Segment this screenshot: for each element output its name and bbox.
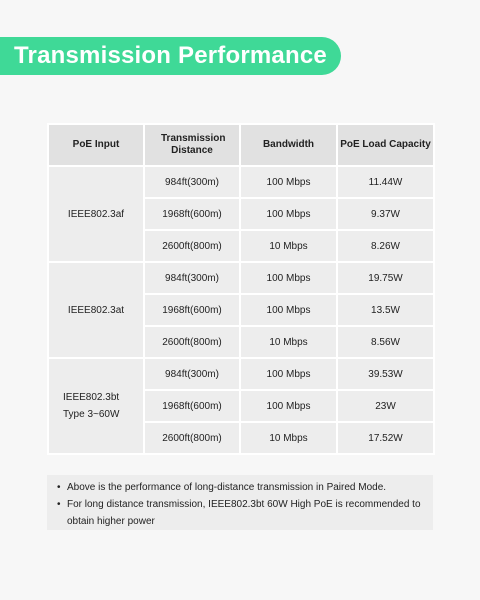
bandwidth-cell: 100 Mbps (240, 198, 337, 230)
bandwidth-cell: 100 Mbps (240, 390, 337, 422)
column-header-transmission-distance (144, 124, 240, 166)
bullet-icon: • (57, 482, 61, 493)
column-header-poe-input: PoE Input (48, 124, 144, 166)
page-title: Transmission Performance (14, 42, 327, 69)
capacity-cell: 13.5W (337, 294, 434, 326)
capacity-cell: 9.37W (337, 198, 434, 230)
distance-cell: 1968ft(600m) (144, 198, 240, 230)
distance-cell: 1968ft(600m) (144, 294, 240, 326)
column-header-bandwidth: Bandwidth (240, 124, 337, 166)
distance-cell: 984ft(300m) (144, 262, 240, 294)
distance-cell: 984ft(300m) (144, 166, 240, 198)
bandwidth-cell: 10 Mbps (240, 422, 337, 454)
distance-cell: 984ft(300m) (144, 358, 240, 390)
capacity-cell: 8.26W (337, 230, 434, 262)
distance-cell: 2600ft(800m) (144, 326, 240, 358)
table-row (48, 262, 434, 294)
capacity-cell: 23W (337, 390, 434, 422)
note-text: Above is the performance of long-distance transmission in Paired Mode. (67, 482, 387, 493)
table-row (48, 166, 434, 198)
capacity-cell: 8.56W (337, 326, 434, 358)
poe-input-cell (48, 358, 144, 454)
bandwidth-cell: 10 Mbps (240, 326, 337, 358)
bandwidth-cell: 10 Mbps (240, 230, 337, 262)
capacity-cell: 11.44W (337, 166, 434, 198)
table-header-row (48, 124, 434, 166)
poe-input-cell: IEEE802.3at (48, 262, 144, 358)
capacity-cell: 39.53W (337, 358, 434, 390)
notes-box (47, 475, 433, 530)
bandwidth-cell: 100 Mbps (240, 166, 337, 198)
note-text: For long distance transmission, IEEE802.3bt 60W High PoE is recommended to obtain higher power (67, 499, 421, 527)
bandwidth-cell: 100 Mbps (240, 262, 337, 294)
distance-cell: 2600ft(800m) (144, 230, 240, 262)
capacity-cell: 17.52W (337, 422, 434, 454)
distance-cell: 1968ft(600m) (144, 390, 240, 422)
column-header-label: Transmission Distance (161, 133, 226, 156)
bandwidth-cell: 100 Mbps (240, 294, 337, 326)
transmission-performance-table (47, 123, 435, 455)
note-item (57, 496, 423, 530)
poe-input-label: IEEE802.3bt Type 3~60W (63, 392, 120, 420)
bandwidth-cell: 100 Mbps (240, 358, 337, 390)
column-header-poe-load-capacity: PoE Load Capacity (337, 124, 434, 166)
capacity-cell: 19.75W (337, 262, 434, 294)
note-item (57, 479, 423, 496)
bullet-icon: • (57, 499, 61, 510)
distance-cell: 2600ft(800m) (144, 422, 240, 454)
table-row (48, 358, 434, 390)
poe-input-cell: IEEE802.3af (48, 166, 144, 262)
title-banner (0, 37, 341, 75)
